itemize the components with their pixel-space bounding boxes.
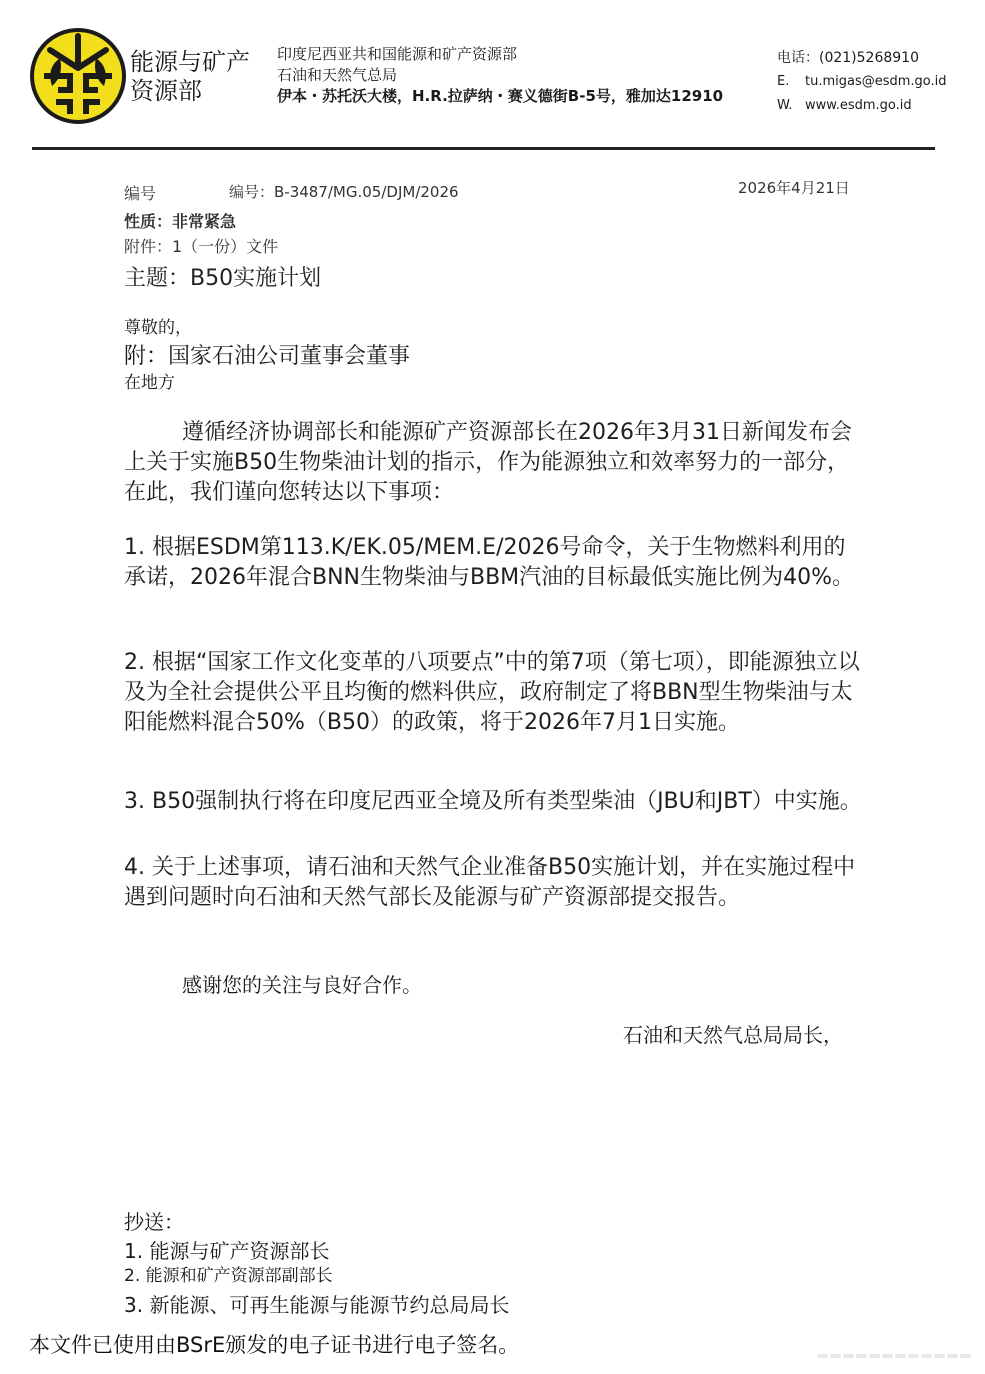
org-name: 印度尼西亚共和国能源和矿产资源部: [277, 45, 518, 63]
signoff: 石油和天然气总局局长，: [623, 1023, 843, 1047]
thanks-line: 感谢您的关注与良好合作。: [182, 973, 422, 997]
recipient: 附：国家石油公司董事会董事: [124, 344, 411, 369]
cc-item: 3. 新能源、可再生能源与能源节约总局局长: [124, 1293, 510, 1317]
number-label: 编号: [124, 184, 157, 203]
email-address: tu.migas@esdm.go.id: [805, 74, 947, 89]
org-directorate: 石油和天然气总局: [277, 66, 398, 84]
email-label: E.: [777, 74, 790, 89]
item-3: 3. B50强制执行将在印度尼西亚全境及所有类型柴油（JBU和JBT）中实施。: [124, 789, 862, 814]
e-signature-note: 本文件已使用由BSrE颁发的电子证书进行电子签名。: [29, 1333, 520, 1357]
page-indicator: [815, 1343, 971, 1362]
logo-text-line2: 资源部: [130, 77, 202, 105]
document-nature: 性质：非常紧急: [124, 212, 237, 231]
document-subject: 主题：B50实施计划: [124, 266, 322, 291]
logo-text-line1: 能源与矿产: [130, 48, 250, 76]
ministry-logo: [30, 28, 126, 124]
item-2: 2. 根据“国家工作文化变革的八项要点”中的第7项（第七项），即能源独立以及为全社会提供公平且均衡的燃料供应，政府制定了将BBN型生物柴油与太阳能燃料混合50%（B50）的政策，将于2026年7月1日实施。: [124, 650, 860, 735]
header-divider: [32, 147, 935, 150]
org-address: 伊本・苏托沃大楼，H.R.拉萨纳・赛义德街B-5号，雅加达12910: [277, 87, 724, 105]
header-organization: [277, 44, 723, 107]
phone-number: 电话：(021)5268910: [777, 50, 919, 66]
document-date: 2026年4月21日: [738, 179, 850, 197]
intro-paragraph: 遵循经济协调部长和能源矿产资源部长在2026年3月31日新闻发布会上关于实施B50生物柴油计划的指示，作为能源独立和效率努力的一部分，在此，我们谨向您转达以下事项：: [124, 420, 852, 505]
document-number: 编号：B-3487/MG.05/DJM/2026: [229, 183, 459, 201]
cc-label: 抄送：: [124, 1210, 184, 1234]
header-contact: [777, 46, 947, 118]
cc-item: 1. 能源与矿产资源部长: [124, 1239, 330, 1263]
cc-item: 2. 能源和矿产资源部副部长: [124, 1266, 333, 1286]
greeting: 尊敬的，: [124, 318, 192, 338]
item-1: 1. 根据ESDM第113.K/EK.05/MEM.E/2026号命令，关于生物燃料利用的承诺，2026年混合BNN生物柴油与BBM汽油的目标最低实施比例为40%。: [124, 535, 855, 590]
recipient-location: 在地方: [124, 373, 175, 393]
website: www.esdm.go.id: [805, 98, 912, 113]
logo-text: [130, 48, 250, 106]
item-4: 4. 关于上述事项，请石油和天然气企业准备B50实施计划，并在实施过程中遇到问题时向石油和天然气部长及能源与矿产资源部提交报告。: [124, 855, 856, 910]
web-label: W.: [777, 98, 793, 113]
document-attachment: 附件：1（一份）文件: [124, 237, 279, 256]
